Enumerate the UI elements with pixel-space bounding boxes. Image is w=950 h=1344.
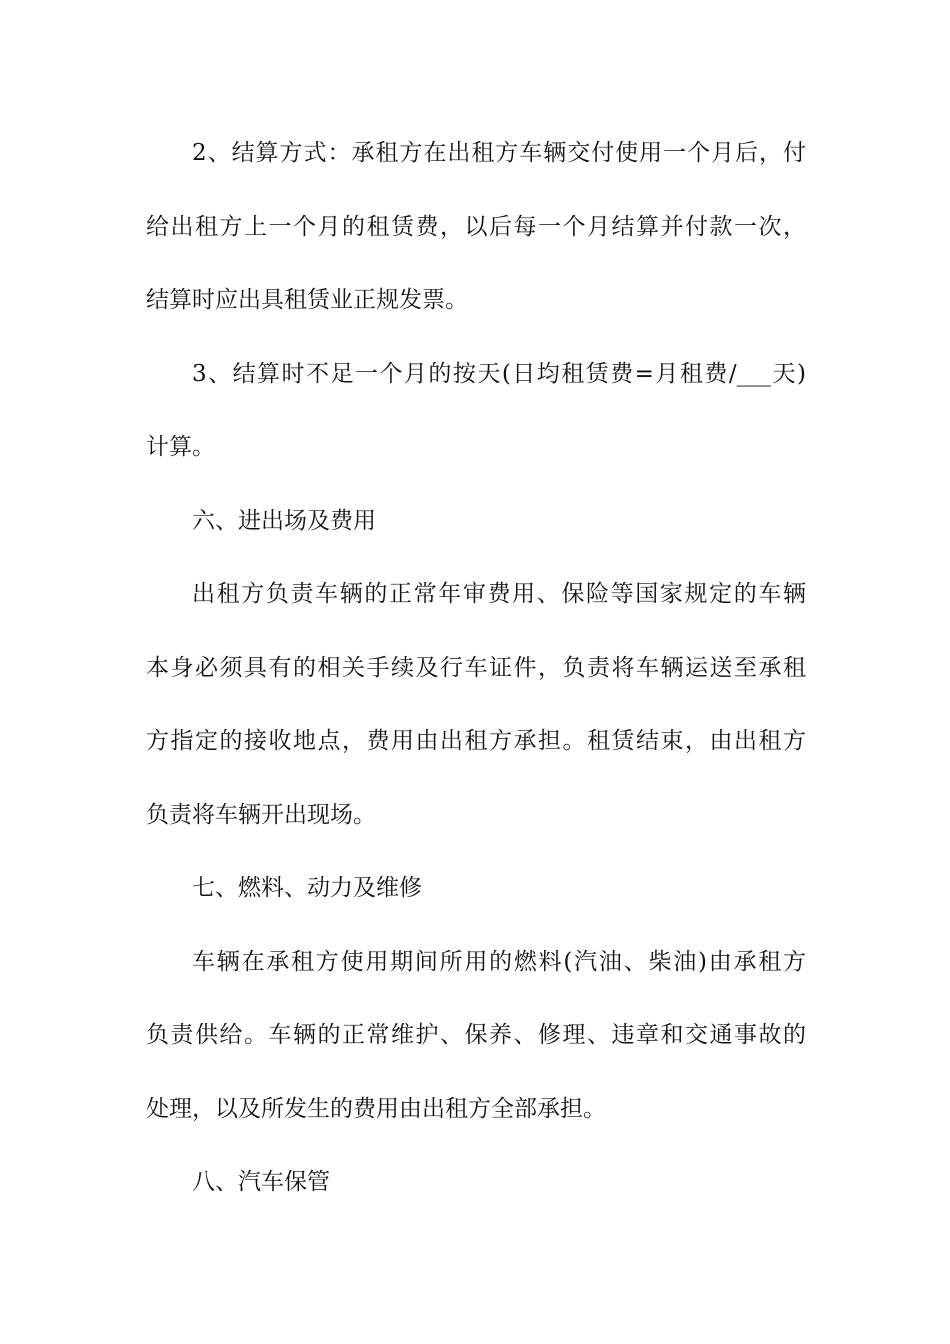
section-heading-entry-exit-fees: 六、进出场及费用 [192,507,376,534]
paragraph-entry-exit-line-4: 负责将车辆开出现场。 [146,801,376,828]
paragraph-entry-exit-line-3: 方指定的接收地点，费用由出租方承担。租赁结束，由出租方 [146,728,806,754]
paragraph-entry-exit-line-2: 本身必须具有的相关手续及行车证件，负责将车辆运送至承租 [146,654,806,681]
paragraph-fuel-line-1: 车辆在承租方使用期间所用的燃料(汽油、柴油)由承租方 [192,948,806,975]
document-body [146,130,806,1206]
paragraph-settlement-method-line-1: 2、结算方式：承租方在出租方车辆交付使用一个月后，付 [192,140,806,166]
paragraph-settlement-method-line-3: 结算时应出具租赁业正规发票。 [146,287,468,313]
paragraph-entry-exit-line-1: 出租方负责车辆的正常年审费用、保险等国家规定的车辆 [192,581,806,607]
paragraph-daily-rate-line-2: 计算。 [146,434,215,460]
section-heading-vehicle-storage: 八、汽车保管 [192,1169,330,1195]
paragraph-settlement-method-line-2: 给出租方上一个月的租赁费，以后每一个月结算并付款一次， [146,213,806,240]
paragraph-daily-rate-line-1: 3、结算时不足一个月的按天(日均租赁费=月租费/___天) [192,360,806,387]
paragraph-fuel-line-2: 负责供给。车辆的正常维护、保养、修理、违章和交通事故的 [146,1022,806,1048]
section-heading-fuel-maintenance: 七、燃料、动力及维修 [192,875,422,901]
paragraph-fuel-line-3: 处理，以及所发生的费用由出租方全部承担。 [146,1095,606,1122]
